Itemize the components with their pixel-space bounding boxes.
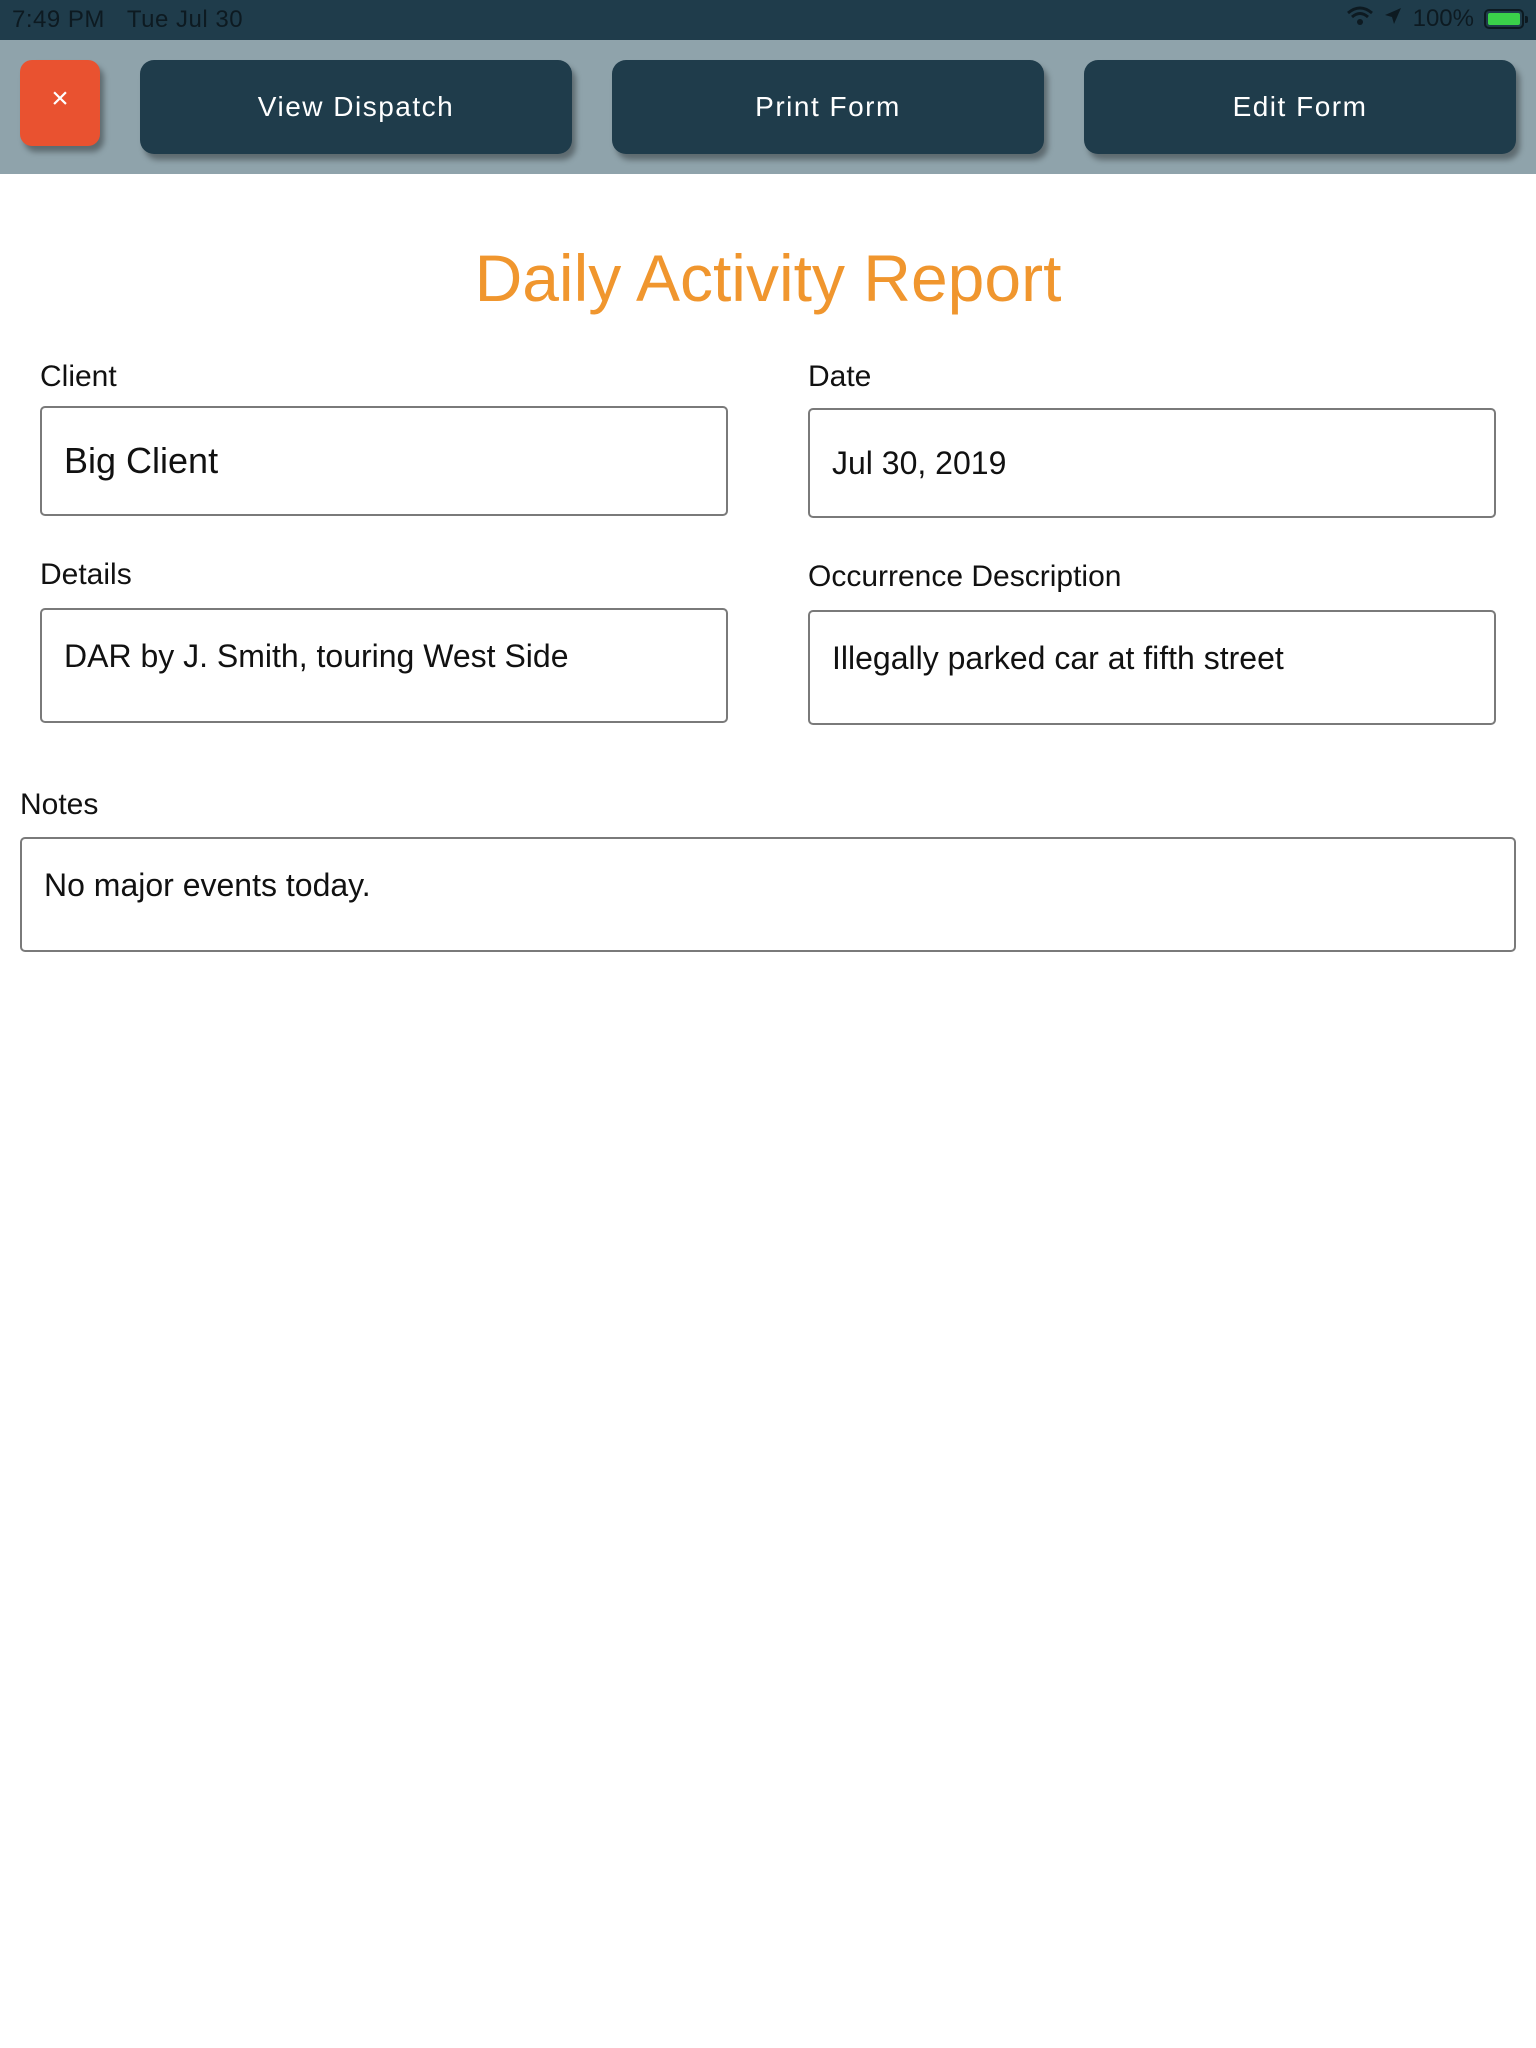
status-date: Tue Jul 30 [126, 6, 244, 33]
print-form-button[interactable]: Print Form [612, 60, 1044, 154]
date-label: Date [808, 360, 872, 393]
location-icon [1383, 5, 1403, 33]
date-field[interactable]: Jul 30, 2019 [808, 408, 1496, 518]
client-label: Client [40, 360, 117, 393]
status-right [1347, 5, 1524, 33]
status-time: 7:49 PM [12, 6, 105, 33]
toolbar [0, 40, 1536, 174]
client-field[interactable]: Big Client [40, 406, 728, 516]
battery-icon [1484, 9, 1524, 29]
notes-field[interactable]: No major events today. [20, 837, 1516, 952]
wifi-icon [1347, 5, 1373, 33]
status-bar [0, 0, 1536, 40]
close-button[interactable] [20, 60, 100, 146]
close-icon: × [51, 82, 69, 115]
details-label: Details [40, 558, 132, 591]
edit-form-button[interactable]: Edit Form [1084, 60, 1516, 154]
page-title: Daily Activity Report [474, 241, 1062, 315]
occurrence-field[interactable]: Illegally parked car at fifth street [808, 610, 1496, 725]
status-left [12, 6, 265, 34]
battery-fill [1488, 13, 1520, 25]
view-dispatch-button[interactable]: View Dispatch [140, 60, 572, 154]
battery-percent: 100% [1412, 5, 1474, 32]
details-field[interactable]: DAR by J. Smith, touring West Side [40, 608, 728, 723]
occurrence-label: Occurrence Description [808, 560, 1122, 593]
notes-label: Notes [20, 788, 99, 821]
